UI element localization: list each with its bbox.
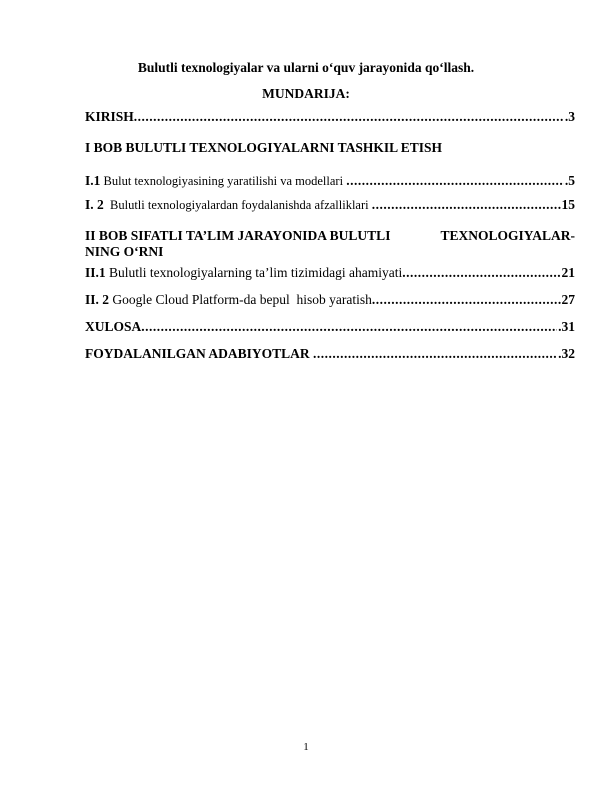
- contents-heading: MUNDARIJA:: [262, 86, 350, 101]
- chapter-2-heading-part2: TEXNOLOGIYALAR-: [440, 228, 575, 243]
- toc-leader-dots: [134, 109, 564, 125]
- toc-entry-adabiyotlar: [85, 346, 575, 362]
- toc-leader-dots: [372, 197, 561, 213]
- toc-entry-1-2: [85, 197, 575, 213]
- document-title: Bulutli texnologiyalar va ularni o‘quv jarayonida qo‘llash.: [137, 60, 475, 75]
- chapter-2-heading-part1: II BOB SIFATLI TA’LIM JARAYONIDA BULUTLI: [85, 228, 391, 243]
- toc-entry-label: II.1: [85, 265, 106, 280]
- toc-entry-page: 21: [561, 265, 575, 280]
- toc-entry-text: Google Cloud Platform-da bepul hisob yaratish: [109, 292, 372, 307]
- toc-entry-text: Bulutli texnologiyalardan foydalanishda afzalliklari: [103, 198, 372, 212]
- toc-entry-label: I. 2: [85, 197, 104, 212]
- chapter-2-heading: [85, 228, 575, 260]
- toc-entry-1-1: [85, 173, 575, 189]
- toc-entry-2-1: [85, 265, 575, 281]
- page-number: 1: [303, 741, 309, 753]
- toc-leader-dots: [141, 319, 557, 335]
- toc-entry-label: XULOSA: [85, 319, 142, 334]
- toc-entry-page: .31: [558, 319, 575, 334]
- toc-entry-2-2: [85, 292, 575, 308]
- toc-leader-dots: [372, 292, 561, 308]
- toc-leader-dots: [313, 346, 557, 362]
- toc-leader-dots: [346, 173, 564, 189]
- toc-entry-page: 27: [561, 292, 575, 307]
- toc-entry-xulosa: [85, 319, 575, 335]
- toc-entry-page: 15: [561, 197, 575, 212]
- toc-entry-label: FOYDALANILGAN ADABIYOTLAR: [85, 346, 314, 361]
- toc-entry-kirish: [85, 109, 575, 125]
- toc-entry-label: I.1: [85, 173, 101, 188]
- toc-entry-page: .5: [564, 173, 575, 188]
- toc-entry-label: II. 2: [85, 292, 110, 307]
- toc-entry-page: .32: [558, 346, 575, 361]
- toc-entry-page: .3: [564, 109, 575, 124]
- chapter-1-heading: I BOB BULUTLI TEXNOLOGIYALARNI TASHKIL ETISH: [85, 140, 442, 155]
- toc-entry-text: Bulut texnologiyasining yaratilishi va modellari: [100, 174, 347, 188]
- toc-entry-text: Bulutli texnologiyalarning ta’lim tizimidagi ahamiyati: [105, 265, 403, 280]
- toc-leader-dots: [402, 265, 560, 281]
- toc-entry-label: KIRISH: [85, 109, 134, 124]
- chapter-2-heading-line2: NING O‘RNI: [85, 244, 164, 259]
